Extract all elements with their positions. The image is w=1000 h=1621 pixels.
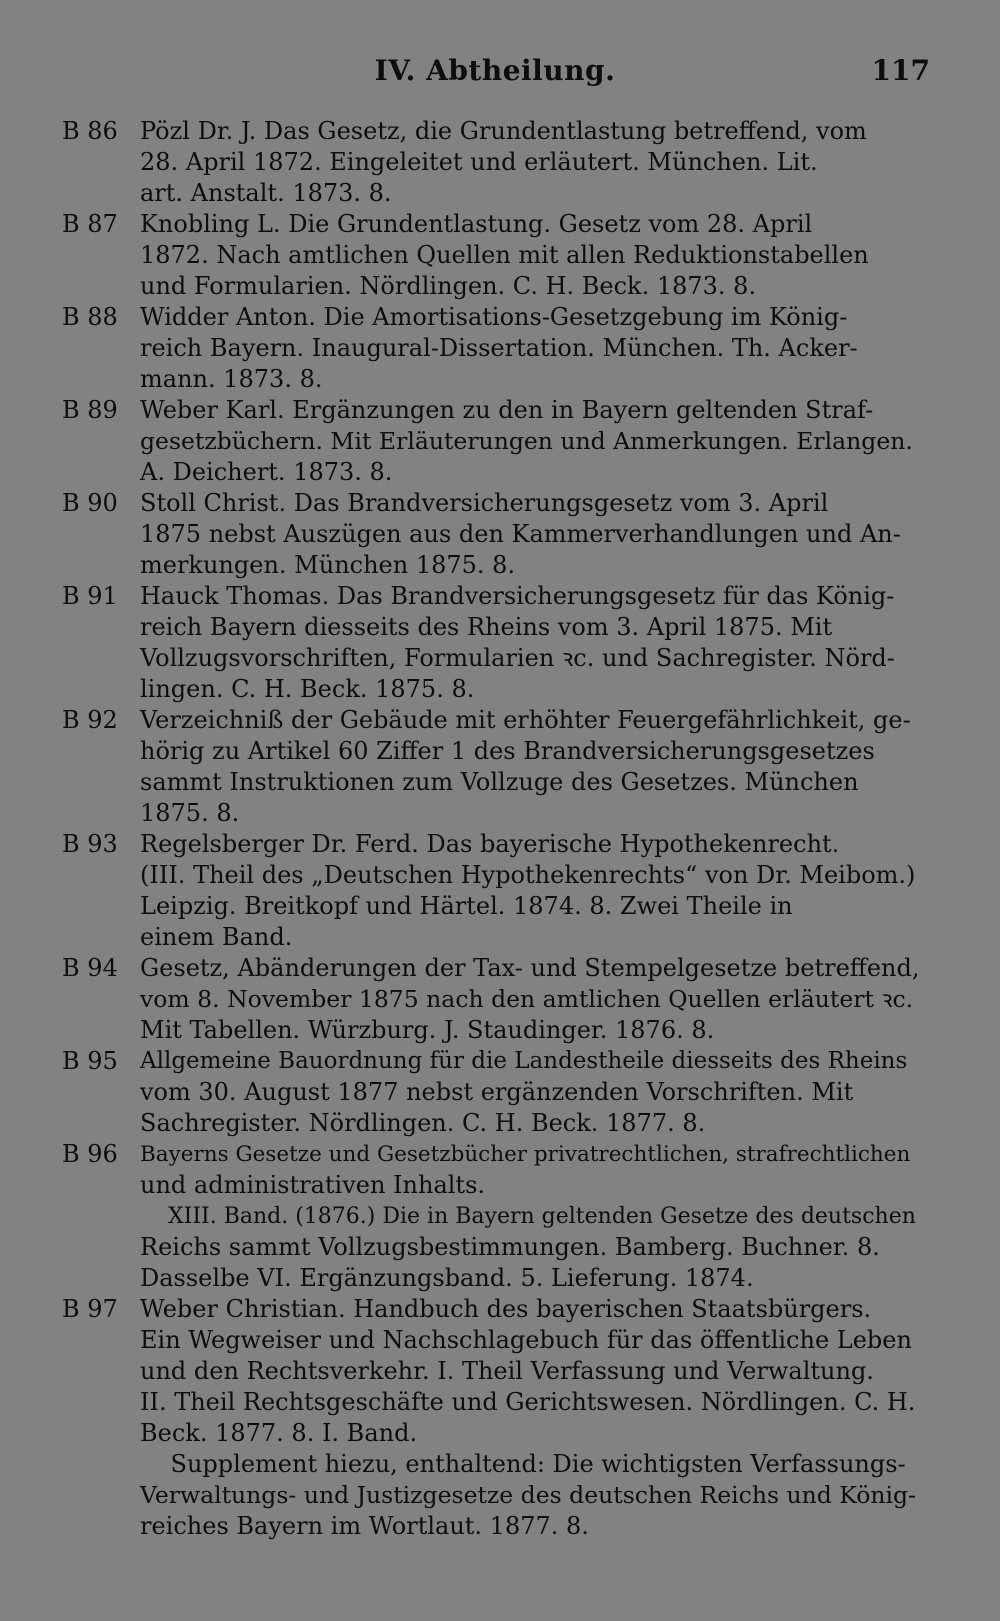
entry-number: B 97 <box>62 1295 118 1323</box>
entry-line: hörig zu Artikel 60 Ziffer 1 des Brandversicherungsgesetzes <box>140 737 875 765</box>
entry-line: 1875 nebst Auszügen aus den Kammerverhandlungen und An- <box>140 520 901 548</box>
entry-line: Hauck Thomas. Das Brandversicherungsgesetz für das König- <box>140 582 895 610</box>
bibliography-entry <box>62 209 922 302</box>
entry-line: Bayerns Gesetze und Gesetzbücher privatrechtlichen, strafrechtlichen <box>140 1142 911 1167</box>
entry-line: Mit Tabellen. Würzburg. J. Staudinger. 1876. 8. <box>140 1016 715 1044</box>
entry-line: sammt Instruktionen zum Vollzuge des Gesetzes. München <box>140 768 859 796</box>
entry-line: Supplement hiezu, enthaltend: Die wichtigsten Verfassungs- <box>140 1450 906 1478</box>
bibliography-entry <box>62 488 922 581</box>
entry-line: XIII. Band. (1876.) Die in Bayern geltenden Gesetze des deutschen <box>140 1204 916 1229</box>
bibliography-entry <box>62 1046 922 1139</box>
entry-line: vom 8. November 1875 nach den amtlichen Quellen erläutert ꝛc. <box>140 985 914 1013</box>
page-header <box>60 50 930 90</box>
bibliography-entry <box>62 829 922 953</box>
entry-number: B 94 <box>62 954 118 982</box>
entry-line: Allgemeine Bauordnung für die Landestheile diesseits des Rheins <box>140 1048 908 1074</box>
entry-line: Verzeichniß der Gebäude mit erhöhter Feuergefährlichkeit, ge- <box>140 706 911 734</box>
entry-line: reiches Bayern im Wortlaut. 1877. 8. <box>140 1512 589 1540</box>
entry-number: B 90 <box>62 489 118 517</box>
entry-number: B 95 <box>62 1047 118 1075</box>
entry-line: Weber Christian. Handbuch des bayerischen Staatsbürgers. <box>140 1295 872 1323</box>
entry-line: Dasselbe VI. Ergänzungsband. 5. Lieferung. 1874. <box>140 1264 754 1292</box>
entry-line: Beck. 1877. 8. I. Band. <box>140 1419 418 1447</box>
entry-line: reich Bayern diesseits des Rheins vom 3. April 1875. Mit <box>140 613 833 641</box>
entry-line: Weber Karl. Ergänzungen zu den in Bayern geltenden Straf- <box>140 396 874 424</box>
entry-line: gesetzbüchern. Mit Erläuterungen und Anmerkungen. Erlangen. <box>140 427 913 455</box>
entry-line: Ein Wegweiser und Nachschlagebuch für das öffentliche Leben <box>140 1326 912 1354</box>
entry-line: 1872. Nach amtlichen Quellen mit allen Reduktionstabellen <box>140 241 869 269</box>
entry-number: B 92 <box>62 706 118 734</box>
bibliography-entry <box>62 581 922 705</box>
entry-line: 28. April 1872. Eingeleitet und erläutert. München. Lit. <box>140 148 818 176</box>
entry-line: und administrativen Inhalts. <box>140 1171 486 1199</box>
entry-number: B 87 <box>62 210 118 238</box>
entry-line: Stoll Christ. Das Brandversicherungsgesetz vom 3. April <box>140 489 829 517</box>
entry-line: 1875. 8. <box>140 799 240 827</box>
entry-line: A. Deichert. 1873. 8. <box>140 458 393 486</box>
entry-line: Pözl Dr. J. Das Gesetz, die Grundentlastung betreffend, vom <box>140 117 867 145</box>
entry-line: und Formularien. Nördlingen. C. H. Beck. 1873. 8. <box>140 272 757 300</box>
entry-line: lingen. C. H. Beck. 1875. 8. <box>140 675 475 703</box>
entry-number: B 86 <box>62 117 118 145</box>
entry-line: und den Rechtsverkehr. I. Theil Verfassung und Verwaltung. <box>140 1357 874 1385</box>
entry-line: Knobling L. Die Grundentlastung. Gesetz vom 28. April <box>140 210 813 238</box>
entry-line: mann. 1873. 8. <box>140 365 323 393</box>
bibliography-entry <box>62 953 922 1046</box>
bibliography-entry <box>62 1294 922 1542</box>
entry-number: B 96 <box>62 1140 118 1168</box>
bibliography-entry <box>62 302 922 395</box>
entry-line: Gesetz, Abänderungen der Tax- und Stempelgesetze betreffend, <box>140 954 920 982</box>
entry-line: Widder Anton. Die Amortisations-Gesetzgebung im König- <box>140 303 848 331</box>
entry-number: B 89 <box>62 396 118 424</box>
entry-line: vom 30. August 1877 nebst ergänzenden Vorschriften. Mit <box>140 1078 854 1106</box>
entry-line: Reichs sammt Vollzugsbestimmungen. Bamberg. Buchner. 8. <box>140 1233 880 1261</box>
entry-line: Sachregister. Nördlingen. C. H. Beck. 1877. 8. <box>140 1109 706 1137</box>
entry-line: Regelsberger Dr. Ferd. Das bayerische Hypothekenrecht. <box>140 830 840 858</box>
entry-line: Verwaltungs- und Justizgesetze des deutschen Reichs und König- <box>140 1481 916 1509</box>
bibliography-entry <box>62 395 922 488</box>
section-title: IV. Abtheilung. <box>374 54 616 87</box>
bibliography-entry <box>62 116 922 209</box>
entry-line: Leipzig. Breitkopf und Härtel. 1874. 8. Zwei Theile in <box>140 892 793 920</box>
entry-line: reich Bayern. Inaugural-Dissertation. München. Th. Acker- <box>140 334 858 362</box>
entry-line: einem Band. <box>140 923 293 951</box>
bibliography-list <box>62 116 922 1542</box>
entry-number: B 91 <box>62 582 118 610</box>
entry-number: B 93 <box>62 830 118 858</box>
bibliography-entry <box>62 1139 922 1294</box>
entry-line: art. Anstalt. 1873. 8. <box>140 179 392 207</box>
entry-line: (III. Theil des „Deutschen Hypothekenrechts“ von Dr. Meibom.) <box>140 861 916 889</box>
page-number: 117 <box>871 54 930 87</box>
entry-number: B 88 <box>62 303 118 331</box>
entry-line: merkungen. München 1875. 8. <box>140 551 516 579</box>
entry-line: Vollzugsvorschriften, Formularien ꝛc. und Sachregister. Nörd- <box>140 644 895 672</box>
bibliography-entry <box>62 705 922 829</box>
entry-line: II. Theil Rechtsgeschäfte und Gerichtswesen. Nördlingen. C. H. <box>140 1388 916 1416</box>
